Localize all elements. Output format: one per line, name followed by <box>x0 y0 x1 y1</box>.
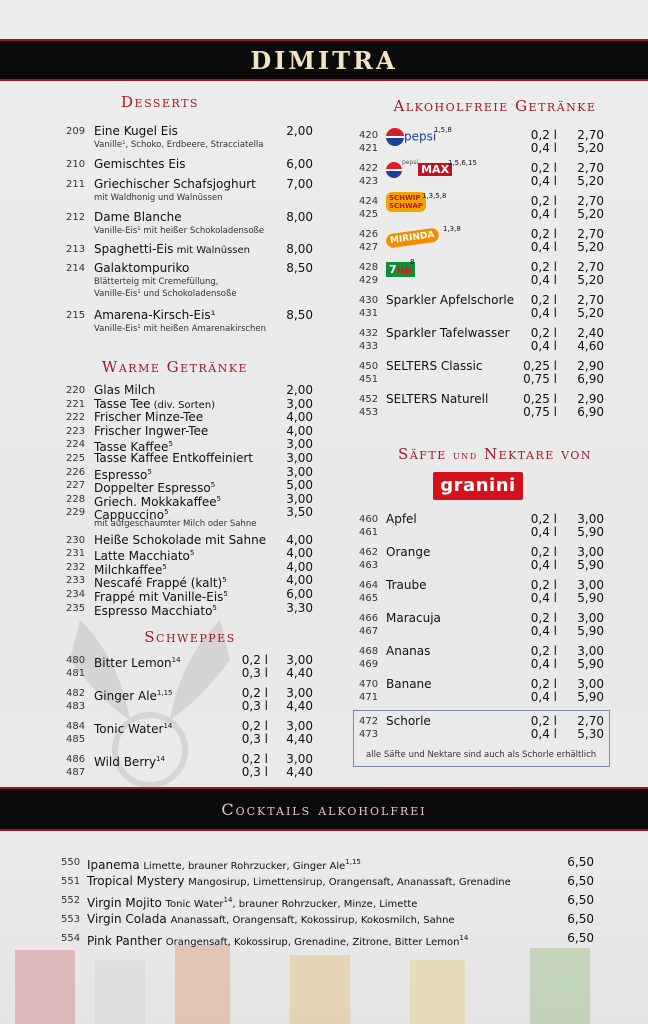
item-volume: 0,4 l <box>530 339 557 353</box>
item-price: 5,20 <box>577 273 604 287</box>
cocktail-description: Tonic Water <box>165 899 224 910</box>
brand-logo <box>386 225 439 247</box>
item-volume: 0,4 l <box>530 657 557 671</box>
item-name: Espresso$^5$ <box>94 467 152 482</box>
item-name: Maracuja <box>386 611 441 625</box>
item-number: 231 <box>66 548 86 560</box>
item-extra: (div. Sorten) <box>150 399 216 411</box>
item-price: 2,00 <box>286 124 313 138</box>
item-name: Ipanema Limette, brauner Rohrzucker, Ginger Ale$^{1,15}$ <box>87 858 361 872</box>
item-name: Virgin Mojito Tonic Water$^{14}$, brauner Rohrzucker, Minze, Limette <box>87 896 418 910</box>
item-number: 426 <box>359 229 379 240</box>
item-price: 4,00 <box>286 423 313 438</box>
item-price: 8,00 <box>286 210 313 224</box>
item-volume: 0,25 l <box>523 392 557 406</box>
item-volume: 0,2 l <box>530 644 557 658</box>
item-price: 2,70 <box>577 714 604 728</box>
allergen-note: 5 <box>210 481 216 490</box>
item-volume: 0,4 l <box>530 591 557 605</box>
item-number: 211 <box>66 179 86 190</box>
item-price: 4,40 <box>286 699 313 713</box>
item-price: 5,20 <box>577 240 604 254</box>
item-price: 2,70 <box>577 293 604 307</box>
item-name: Gemischtes Eis <box>94 157 186 171</box>
item-volume: 0,2 l <box>530 578 557 592</box>
item-name: Banane <box>386 677 432 691</box>
item-name: Espresso Macchiato$^5$ <box>94 603 217 618</box>
item-volume: 0,2 l <box>530 677 557 691</box>
item-price: 2,70 <box>577 260 604 274</box>
item-price: 8,50 <box>286 308 313 322</box>
item-number: 214 <box>66 263 86 274</box>
item-price: 5,20 <box>577 207 604 221</box>
allergen-note: 5 <box>147 467 152 476</box>
allergen-note: 5 <box>222 576 227 585</box>
item-number: 428 <box>359 262 379 273</box>
allergen-note: 1,15 <box>345 858 361 866</box>
item-number: 482 <box>66 688 86 699</box>
item-volume: 0,4 l <box>530 727 557 741</box>
item-number: 423 <box>359 176 379 187</box>
cocktail-description: , brauner Rohrzucker, Minze, Limette <box>232 899 418 910</box>
item-name: Dame Blanche <box>94 210 182 224</box>
item-description: Blätterteig mit Cremefüllung, <box>94 277 219 287</box>
item-price: 2,70 <box>577 194 604 208</box>
item-number: 421 <box>359 143 379 154</box>
item-price: 6,50 <box>567 874 594 888</box>
item-price: 3,00 <box>286 491 313 506</box>
item-name: Tasse Kaffee$^5$ <box>94 440 173 455</box>
item-name: Griechischer Schafsjoghurt <box>94 177 256 191</box>
item-price: 3,00 <box>286 686 313 700</box>
brand-logo <box>386 126 436 148</box>
item-name: Glas Milch <box>94 383 156 397</box>
item-number: 486 <box>66 754 86 765</box>
item-number: 552 <box>61 895 81 906</box>
item-number: 430 <box>359 295 379 306</box>
item-number: 452 <box>359 394 379 405</box>
item-price: 6,50 <box>567 855 594 869</box>
item-volume: 0,2 l <box>241 653 268 667</box>
item-number: 427 <box>359 242 379 253</box>
item-name: Ananas <box>386 644 431 658</box>
item-price: 4,00 <box>286 559 313 574</box>
item-name: Ginger Ale$^{1,15}$ <box>94 689 173 703</box>
item-volume: 0,2 l <box>530 161 557 175</box>
item-number: 431 <box>359 308 379 319</box>
item-price: 3,30 <box>286 600 313 615</box>
item-number: 229 <box>66 507 86 519</box>
item-name: Wild Berry$^{14}$ <box>94 755 165 769</box>
allergen-note: 1,3,8 <box>443 225 461 233</box>
item-number: 232 <box>66 561 86 573</box>
item-number: 462 <box>359 547 379 558</box>
allergen-note: 5 <box>223 590 228 598</box>
item-volume: 0,2 l <box>530 293 557 307</box>
item-number: 233 <box>66 575 86 587</box>
item-number: 230 <box>66 534 86 546</box>
item-number: 226 <box>66 466 86 478</box>
logo-part: pepsi <box>404 129 437 144</box>
item-price: 3,00 <box>286 396 313 411</box>
item-volume: 0,4 l <box>530 174 557 188</box>
allergen-note: 8 <box>410 258 415 266</box>
item-price: 2,40 <box>577 326 604 340</box>
item-volume: 0,4 l <box>530 624 557 638</box>
item-number: 485 <box>66 734 86 745</box>
logo-part: SCHWIP SCHWAP <box>386 192 426 212</box>
schweppes-heading: Schweppes <box>144 628 236 646</box>
item-number: 235 <box>66 602 86 614</box>
item-volume: 0,4 l <box>530 525 557 539</box>
logo-part: pepsi <box>402 159 419 166</box>
item-price: 6,50 <box>567 893 594 907</box>
item-number: 215 <box>66 310 86 321</box>
item-number: 450 <box>359 361 379 372</box>
allergen-note: 14 <box>156 755 165 763</box>
item-number: 550 <box>61 857 81 868</box>
item-name: Frischer Ingwer-Tee <box>94 423 209 438</box>
item-volume: 0,2 l <box>530 260 557 274</box>
item-volume: 0,2 l <box>530 611 557 625</box>
item-number: 223 <box>66 425 86 437</box>
item-volume: 0,2 l <box>530 194 557 208</box>
item-number: 228 <box>66 493 86 505</box>
item-number: 468 <box>359 646 379 657</box>
soft-drinks-heading: Alkoholfreie Getränke <box>393 97 597 115</box>
item-volume: 0,2 l <box>530 545 557 559</box>
item-price: 2,70 <box>577 161 604 175</box>
allergen-note: 14 <box>171 656 181 664</box>
item-volume: 0,4 l <box>530 207 557 221</box>
cocktail-glasses-background <box>0 940 648 1024</box>
item-price: 8,50 <box>286 261 313 275</box>
item-name: SELTERS Classic <box>386 359 483 373</box>
juices-note: alle Säfte und Nektare sind auch als Schorle erhältlich <box>366 750 597 760</box>
item-volume: 0,2 l <box>530 128 557 142</box>
item-price: 3,00 <box>286 464 313 479</box>
item-price: 5,90 <box>577 690 604 704</box>
item-name: Griech. Mokkakaffee$^5$ <box>94 494 222 509</box>
allergen-note: 14 <box>459 934 469 942</box>
item-number: 465 <box>359 593 379 604</box>
item-price: 6,90 <box>577 405 604 419</box>
item-name: Tropical Mystery Mangosirup, Limettensirup, Orangensaft, Ananassaft, Grenadine <box>87 874 511 888</box>
item-volume: 0,3 l <box>241 666 268 680</box>
item-name: Frischer Minze-Tee <box>94 410 204 425</box>
brand-logo <box>386 192 426 214</box>
item-name: Apfel <box>386 512 417 526</box>
item-name: Heiße Schokolade mit Sahne <box>94 532 267 547</box>
item-name: Frappé mit Vanille-Eis$^5$ <box>94 590 228 604</box>
item-price: 4,00 <box>286 410 313 425</box>
item-number: 212 <box>66 212 86 223</box>
item-description: Vanille¹, Schoko, Erdbeere, Stracciatella <box>94 140 264 150</box>
item-price: 4,00 <box>286 546 313 561</box>
item-name: Traube <box>386 578 427 592</box>
item-number: 551 <box>61 876 81 887</box>
item-description: Vanille-Eis¹ mit heißer Schokoladensoße <box>94 226 265 236</box>
cocktails-heading: Cocktails alkoholfrei <box>221 800 427 819</box>
item-price: 5,90 <box>577 624 604 638</box>
item-number: 432 <box>359 328 379 339</box>
item-price: 3,00 <box>286 451 313 465</box>
item-number: 429 <box>359 275 379 286</box>
item-volume: 0,2 l <box>241 719 268 733</box>
item-number: 222 <box>66 412 86 424</box>
item-number: 484 <box>66 721 86 732</box>
item-price: 2,00 <box>286 383 313 397</box>
item-number: 463 <box>359 560 379 571</box>
cocktails-bar <box>0 787 648 831</box>
logo-part: 7up <box>386 262 415 277</box>
item-number: 553 <box>61 914 81 925</box>
granini-logo: granini <box>433 472 523 500</box>
logo-part <box>386 128 404 146</box>
item-number: 470 <box>359 679 379 690</box>
item-name: Orange <box>386 545 431 559</box>
item-name: Milchkaffee$^5$ <box>94 562 167 577</box>
item-price: 6,50 <box>567 931 594 945</box>
logo-part: MIRINDA <box>385 227 439 248</box>
item-volume: 0,2 l <box>530 512 557 526</box>
item-price: 2,70 <box>577 128 604 142</box>
item-name: Sparkler Tafelwasser <box>386 326 510 340</box>
item-number: 224 <box>66 439 86 451</box>
item-name: Bitter Lemon$^{14}$ <box>94 656 181 670</box>
item-volume: 0,2 l <box>530 326 557 340</box>
item-number: 221 <box>66 398 86 410</box>
item-number: 422 <box>359 163 379 174</box>
item-extra: mit Walnüssen <box>173 245 250 256</box>
item-price: 2,90 <box>577 359 604 373</box>
item-price: 4,00 <box>286 532 313 547</box>
item-volume: 0,4 l <box>530 558 557 572</box>
item-number: 554 <box>61 933 81 944</box>
item-price: 5,20 <box>577 141 604 155</box>
allergen-note: 5 <box>212 603 217 612</box>
item-name: Cappuccino$^5$ <box>94 508 169 523</box>
item-price: 3,00 <box>577 644 604 658</box>
item-volume: 0,4 l <box>530 240 557 254</box>
item-number: 420 <box>359 130 379 141</box>
item-name: Sparkler Apfelschorle <box>386 293 515 307</box>
logo-part: MAX <box>418 163 452 176</box>
item-price: 3,00 <box>286 719 313 733</box>
item-number: 461 <box>359 527 379 538</box>
item-volume: 0,4 l <box>530 306 557 320</box>
item-price: 8,00 <box>286 242 313 256</box>
item-price: 2,70 <box>577 227 604 241</box>
item-price: 7,00 <box>286 177 313 191</box>
item-volume: 0,3 l <box>241 732 268 746</box>
item-description: Vanille-Eis¹ mit heißen Amarenakirschen <box>94 324 267 334</box>
item-number: 451 <box>359 374 379 385</box>
cocktail-description: Mangosirup, Limettensirup, Orangensaft, Ananassaft, Grenadine <box>188 877 511 888</box>
item-name: Tasse Kaffee Entkoffeiniert <box>94 451 253 465</box>
item-volume: 0,2 l <box>241 752 268 766</box>
item-number: 213 <box>66 244 86 255</box>
logo-part: up <box>396 263 413 276</box>
item-number: 209 <box>66 126 86 137</box>
item-price: 3,00 <box>577 578 604 592</box>
item-description: mit aufgeschäumter Milch oder Sahne <box>94 519 257 529</box>
item-price: 6,00 <box>286 587 313 601</box>
allergen-note: 5 <box>189 549 195 558</box>
allergen-note: 5 <box>168 440 173 449</box>
item-number: 234 <box>66 589 86 600</box>
item-price: 3,00 <box>286 752 313 766</box>
item-name: SELTERS Naturell <box>386 392 489 406</box>
item-price: 5,20 <box>577 174 604 188</box>
item-name: Virgin Colada Ananassaft, Orangensaft, Kokossirup, Kokosmilch, Sahne <box>87 912 455 926</box>
item-volume: 0,2 l <box>530 227 557 241</box>
item-price: 2,90 <box>577 392 604 406</box>
allergen-note: 5 <box>162 562 167 571</box>
item-number: 469 <box>359 659 379 670</box>
item-number: 425 <box>359 209 379 220</box>
item-price: 6,90 <box>577 372 604 386</box>
item-number: 464 <box>359 580 379 591</box>
allergen-note: 1,5,8 <box>434 126 452 134</box>
item-volume: 0,3 l <box>241 765 268 779</box>
item-number: 453 <box>359 407 379 418</box>
item-price: 6,00 <box>286 157 313 171</box>
item-price: 3,00 <box>577 677 604 691</box>
item-name: Galaktompuriko <box>94 261 190 275</box>
item-number: 433 <box>359 341 379 352</box>
item-price: 3,00 <box>577 611 604 625</box>
desserts-heading: Desserts <box>121 93 199 111</box>
item-volume: 0,4 l <box>530 690 557 704</box>
item-price: 5,90 <box>577 657 604 671</box>
item-price: 4,40 <box>286 765 313 779</box>
item-name: Tonic Water$^{14}$ <box>94 722 173 736</box>
item-price: 5,90 <box>577 525 604 539</box>
item-price: 3,00 <box>286 653 313 667</box>
allergen-note: 14 <box>163 722 173 730</box>
item-name: Doppelter Espresso$^5$ <box>94 481 216 496</box>
item-name: Pink Panther Orangensaft, Kokossirup, Grenadine, Zitrone, Bitter Lemon$^{14}$ <box>87 934 469 948</box>
item-volume: 0,4 l <box>530 273 557 287</box>
item-number: 424 <box>359 196 379 207</box>
item-number: 466 <box>359 613 379 624</box>
item-volume: 0,75 l <box>523 405 557 419</box>
item-number: 487 <box>66 767 86 778</box>
item-price: 5,90 <box>577 591 604 605</box>
item-description: Vanille-Eis¹ und Schokoladensoße <box>94 289 237 299</box>
item-name: Tasse Tee (div. Sorten) <box>94 396 216 411</box>
item-description: mit Waldhonig und Walnüssen <box>94 193 223 203</box>
item-number: 227 <box>66 480 86 492</box>
cocktail-description: Ananassaft, Orangensaft, Kokossirup, Kokosmilch, Sahne <box>170 915 455 926</box>
item-price: 5,20 <box>577 306 604 320</box>
item-price: 5,90 <box>577 558 604 572</box>
item-volume: 0,2 l <box>530 714 557 728</box>
item-number: 467 <box>359 626 379 637</box>
item-number: 483 <box>66 701 86 712</box>
item-number: 471 <box>359 692 379 703</box>
item-price: 3,00 <box>577 512 604 526</box>
item-volume: 0,3 l <box>241 699 268 713</box>
item-volume: 0,2 l <box>241 686 268 700</box>
item-price: 4,40 <box>286 666 313 680</box>
logo-part <box>386 162 402 178</box>
item-number: 210 <box>66 159 86 170</box>
item-name: Schorle <box>386 714 431 728</box>
allergen-note: 1,15 <box>156 689 173 697</box>
item-number: 225 <box>66 453 86 464</box>
allergen-note: 14 <box>223 896 233 904</box>
item-price: 4,40 <box>286 732 313 746</box>
item-number: 481 <box>66 668 86 679</box>
item-number: 460 <box>359 514 379 525</box>
item-name: Nescafé Frappé (kalt)$^5$ <box>94 576 227 591</box>
item-price: 6,50 <box>567 912 594 926</box>
allergen-note: 5 <box>164 508 169 517</box>
allergen-note: 1,5,6,15 <box>448 159 477 167</box>
warm-drinks-heading: Warme Getränke <box>101 358 249 376</box>
allergen-note: 5 <box>216 494 222 503</box>
item-name: Eine Kugel Eis <box>94 124 178 138</box>
item-price: 4,60 <box>577 339 604 353</box>
restaurant-name: DIMITRA <box>250 46 398 75</box>
item-volume: 0,25 l <box>523 359 557 373</box>
allergen-note: 1,3,5,8 <box>422 192 447 200</box>
header-bar <box>0 39 648 81</box>
item-name: Spaghetti-Eis mit Walnüssen <box>94 242 250 256</box>
item-price: 4,00 <box>286 573 313 588</box>
item-number: 472 <box>359 716 379 727</box>
item-name: Latte Macchiato$^5$ <box>94 549 195 564</box>
item-number: 473 <box>359 729 379 740</box>
cocktail-description: Limette, brauner Rohrzucker, Ginger Ale <box>143 861 346 872</box>
item-price: 3,00 <box>286 437 313 452</box>
item-volume: 0,75 l <box>523 372 557 386</box>
item-number: 220 <box>66 385 86 396</box>
brand-logo <box>386 159 452 181</box>
item-price: 3,50 <box>286 505 313 520</box>
item-number: 480 <box>66 655 86 666</box>
item-price: 5,00 <box>286 478 313 493</box>
item-price: 3,00 <box>577 545 604 559</box>
item-price: 5,30 <box>577 727 604 741</box>
item-name: Amarena-Kirsch-Eis¹ <box>94 308 216 322</box>
item-volume: 0,4 l <box>530 141 557 155</box>
juices-heading: Säfte und Nektare von <box>398 445 592 463</box>
cocktail-description: Orangensaft, Kokossirup, Grenadine, Zitrone, Bitter Lemon <box>165 937 460 948</box>
